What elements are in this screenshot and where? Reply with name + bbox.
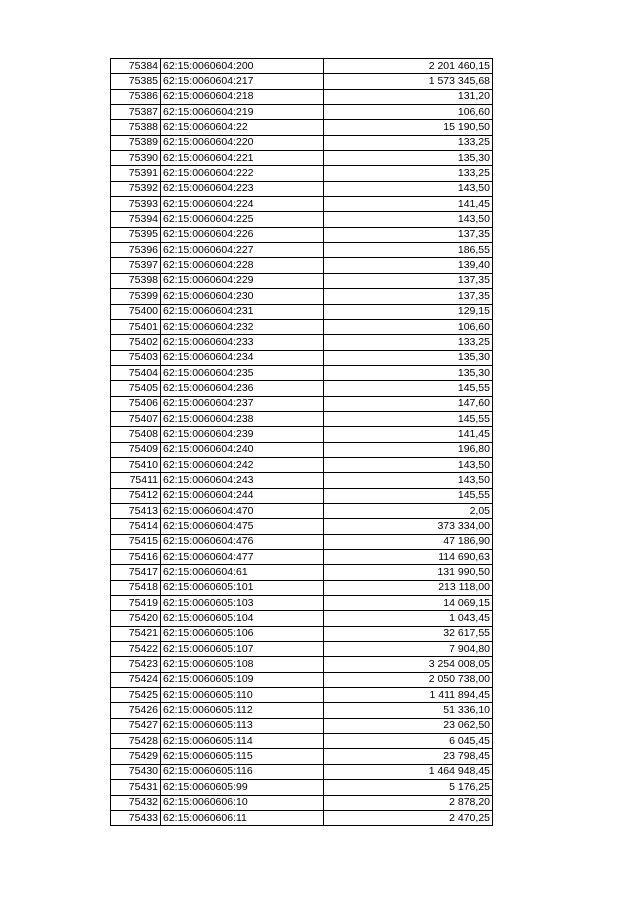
- table-row: [111, 258, 493, 273]
- cadastral-number-cell: 62:15:0060604:223: [161, 181, 324, 196]
- row-number-cell: 75390: [111, 151, 161, 166]
- cadastral-number-cell: 62:15:0060604:61: [161, 565, 324, 580]
- table-row: [111, 611, 493, 626]
- value-cell: 2 470,25: [324, 810, 493, 825]
- cadastral-number-cell: 62:15:0060604:470: [161, 503, 324, 518]
- value-cell: 5 176,25: [324, 780, 493, 795]
- row-number-cell: 75404: [111, 365, 161, 380]
- cadastral-number-cell: 62:15:0060605:106: [161, 626, 324, 641]
- cadastral-number-cell: 62:15:0060604:238: [161, 411, 324, 426]
- value-cell: 23 798,45: [324, 749, 493, 764]
- table-row: [111, 365, 493, 380]
- cadastral-number-cell: 62:15:0060605:107: [161, 642, 324, 657]
- row-number-cell: 75405: [111, 381, 161, 396]
- cadastral-number-cell: 62:15:0060605:114: [161, 734, 324, 749]
- cadastral-number-cell: 62:15:0060604:476: [161, 534, 324, 549]
- cadastral-number-cell: 62:15:0060604:232: [161, 319, 324, 334]
- table-body: [111, 59, 493, 826]
- cadastral-number-cell: 62:15:0060604:218: [161, 89, 324, 104]
- value-cell: 47 186,90: [324, 534, 493, 549]
- row-number-cell: 75420: [111, 611, 161, 626]
- value-cell: 135,30: [324, 365, 493, 380]
- table-row: [111, 181, 493, 196]
- cadastral-number-cell: 62:15:0060604:227: [161, 243, 324, 258]
- cadastral-number-cell: 62:15:0060604:477: [161, 550, 324, 565]
- row-number-cell: 75429: [111, 749, 161, 764]
- value-cell: 141,45: [324, 427, 493, 442]
- table-row: [111, 59, 493, 74]
- value-cell: 23 062,50: [324, 718, 493, 733]
- cadastral-number-cell: 62:15:0060605:113: [161, 718, 324, 733]
- cadastral-number-cell: 62:15:0060604:237: [161, 396, 324, 411]
- cadastral-number-cell: 62:15:0060604:22: [161, 120, 324, 135]
- row-number-cell: 75397: [111, 258, 161, 273]
- row-number-cell: 75406: [111, 396, 161, 411]
- value-cell: 373 334,00: [324, 519, 493, 534]
- table-row: [111, 473, 493, 488]
- row-number-cell: 75388: [111, 120, 161, 135]
- table-row: [111, 642, 493, 657]
- value-cell: 145,55: [324, 411, 493, 426]
- cadastral-number-cell: 62:15:0060604:225: [161, 212, 324, 227]
- value-cell: 1 043,45: [324, 611, 493, 626]
- cadastral-number-cell: 62:15:0060605:108: [161, 657, 324, 672]
- cadastral-number-cell: 62:15:0060605:112: [161, 703, 324, 718]
- value-cell: 196,80: [324, 442, 493, 457]
- row-number-cell: 75431: [111, 780, 161, 795]
- cadastral-number-cell: 62:15:0060604:200: [161, 59, 324, 74]
- cadastral-number-cell: 62:15:0060605:115: [161, 749, 324, 764]
- table-row: [111, 381, 493, 396]
- cadastral-number-cell: 62:15:0060605:110: [161, 688, 324, 703]
- table-row: [111, 795, 493, 810]
- value-cell: 143,50: [324, 473, 493, 488]
- table-row: [111, 350, 493, 365]
- value-cell: 131,20: [324, 89, 493, 104]
- value-cell: 139,40: [324, 258, 493, 273]
- row-number-cell: 75417: [111, 565, 161, 580]
- table-row: [111, 580, 493, 595]
- table-row: [111, 519, 493, 534]
- table-row: [111, 626, 493, 641]
- row-number-cell: 75396: [111, 243, 161, 258]
- row-number-cell: 75415: [111, 534, 161, 549]
- cadastral-number-cell: 62:15:0060606:10: [161, 795, 324, 810]
- value-cell: 106,60: [324, 105, 493, 120]
- value-cell: 143,50: [324, 181, 493, 196]
- cadastral-number-cell: 62:15:0060604:222: [161, 166, 324, 181]
- row-number-cell: 75413: [111, 503, 161, 518]
- row-number-cell: 75409: [111, 442, 161, 457]
- cadastral-number-cell: 62:15:0060604:224: [161, 197, 324, 212]
- value-cell: 141,45: [324, 197, 493, 212]
- table-row: [111, 749, 493, 764]
- table-row: [111, 488, 493, 503]
- row-number-cell: 75418: [111, 580, 161, 595]
- table-row: [111, 780, 493, 795]
- cadastral-number-cell: 62:15:0060604:221: [161, 151, 324, 166]
- row-number-cell: 75386: [111, 89, 161, 104]
- value-cell: 137,35: [324, 289, 493, 304]
- row-number-cell: 75402: [111, 335, 161, 350]
- cadastral-number-cell: 62:15:0060605:116: [161, 764, 324, 779]
- row-number-cell: 75428: [111, 734, 161, 749]
- table-row: [111, 105, 493, 120]
- value-cell: 106,60: [324, 319, 493, 334]
- value-cell: 145,55: [324, 381, 493, 396]
- value-cell: 186,55: [324, 243, 493, 258]
- value-cell: 133,25: [324, 166, 493, 181]
- table-row: [111, 273, 493, 288]
- value-cell: 135,30: [324, 151, 493, 166]
- row-number-cell: 75391: [111, 166, 161, 181]
- cadastral-number-cell: 62:15:0060604:235: [161, 365, 324, 380]
- value-cell: 14 069,15: [324, 596, 493, 611]
- value-cell: 6 045,45: [324, 734, 493, 749]
- row-number-cell: 75416: [111, 550, 161, 565]
- cadastral-number-cell: 62:15:0060606:11: [161, 810, 324, 825]
- cadastral-number-cell: 62:15:0060604:234: [161, 350, 324, 365]
- row-number-cell: 75422: [111, 642, 161, 657]
- cadastral-number-cell: 62:15:0060605:99: [161, 780, 324, 795]
- row-number-cell: 75414: [111, 519, 161, 534]
- value-cell: 2 050 738,00: [324, 672, 493, 687]
- cadastral-number-cell: 62:15:0060604:219: [161, 105, 324, 120]
- value-cell: 1 573 345,68: [324, 74, 493, 89]
- cadastral-number-cell: 62:15:0060604:226: [161, 227, 324, 242]
- table-row: [111, 319, 493, 334]
- table-row: [111, 550, 493, 565]
- table-row: [111, 396, 493, 411]
- value-cell: 15 190,50: [324, 120, 493, 135]
- cadastral-number-cell: 62:15:0060604:242: [161, 457, 324, 472]
- cadastral-number-cell: 62:15:0060605:109: [161, 672, 324, 687]
- row-number-cell: 75395: [111, 227, 161, 242]
- row-number-cell: 75430: [111, 764, 161, 779]
- value-cell: 114 690,63: [324, 550, 493, 565]
- table-row: [111, 503, 493, 518]
- row-number-cell: 75432: [111, 795, 161, 810]
- cadastral-number-cell: 62:15:0060605:103: [161, 596, 324, 611]
- cadastral-table: [110, 58, 493, 826]
- table-row: [111, 411, 493, 426]
- table-row: [111, 672, 493, 687]
- value-cell: 147,60: [324, 396, 493, 411]
- table-row: [111, 718, 493, 733]
- value-cell: 137,35: [324, 227, 493, 242]
- table-row: [111, 151, 493, 166]
- row-number-cell: 75387: [111, 105, 161, 120]
- cadastral-number-cell: 62:15:0060604:239: [161, 427, 324, 442]
- value-cell: 131 990,50: [324, 565, 493, 580]
- table-row: [111, 442, 493, 457]
- row-number-cell: 75419: [111, 596, 161, 611]
- table-row: [111, 764, 493, 779]
- table-row: [111, 120, 493, 135]
- table-row: [111, 534, 493, 549]
- value-cell: 129,15: [324, 304, 493, 319]
- value-cell: 2,05: [324, 503, 493, 518]
- table-row: [111, 734, 493, 749]
- row-number-cell: 75403: [111, 350, 161, 365]
- row-number-cell: 75389: [111, 135, 161, 150]
- value-cell: 2 201 460,15: [324, 59, 493, 74]
- row-number-cell: 75407: [111, 411, 161, 426]
- row-number-cell: 75410: [111, 457, 161, 472]
- row-number-cell: 75385: [111, 74, 161, 89]
- table-row: [111, 335, 493, 350]
- row-number-cell: 75398: [111, 273, 161, 288]
- value-cell: 2 878,20: [324, 795, 493, 810]
- value-cell: 1 411 894,45: [324, 688, 493, 703]
- value-cell: 1 464 948,45: [324, 764, 493, 779]
- row-number-cell: 75423: [111, 657, 161, 672]
- row-number-cell: 75393: [111, 197, 161, 212]
- cadastral-number-cell: 62:15:0060605:101: [161, 580, 324, 595]
- value-cell: 213 118,00: [324, 580, 493, 595]
- value-cell: 135,30: [324, 350, 493, 365]
- row-number-cell: 75401: [111, 319, 161, 334]
- value-cell: 133,25: [324, 335, 493, 350]
- cadastral-number-cell: 62:15:0060604:243: [161, 473, 324, 488]
- cadastral-number-cell: 62:15:0060605:104: [161, 611, 324, 626]
- row-number-cell: 75384: [111, 59, 161, 74]
- table-row: [111, 212, 493, 227]
- cadastral-number-cell: 62:15:0060604:228: [161, 258, 324, 273]
- cadastral-number-cell: 62:15:0060604:231: [161, 304, 324, 319]
- table-row: [111, 810, 493, 825]
- value-cell: 51 336,10: [324, 703, 493, 718]
- table-row: [111, 89, 493, 104]
- value-cell: 145,55: [324, 488, 493, 503]
- cadastral-number-cell: 62:15:0060604:233: [161, 335, 324, 350]
- row-number-cell: 75411: [111, 473, 161, 488]
- row-number-cell: 75425: [111, 688, 161, 703]
- table-row: [111, 74, 493, 89]
- cadastral-number-cell: 62:15:0060604:236: [161, 381, 324, 396]
- value-cell: 7 904,80: [324, 642, 493, 657]
- value-cell: 3 254 008,05: [324, 657, 493, 672]
- row-number-cell: 75408: [111, 427, 161, 442]
- table-row: [111, 304, 493, 319]
- row-number-cell: 75412: [111, 488, 161, 503]
- row-number-cell: 75394: [111, 212, 161, 227]
- table-row: [111, 457, 493, 472]
- table-row: [111, 427, 493, 442]
- row-number-cell: 75399: [111, 289, 161, 304]
- row-number-cell: 75400: [111, 304, 161, 319]
- cadastral-number-cell: 62:15:0060604:475: [161, 519, 324, 534]
- value-cell: 143,50: [324, 457, 493, 472]
- value-cell: 32 617,55: [324, 626, 493, 641]
- row-number-cell: 75424: [111, 672, 161, 687]
- cadastral-number-cell: 62:15:0060604:244: [161, 488, 324, 503]
- row-number-cell: 75421: [111, 626, 161, 641]
- value-cell: 137,35: [324, 273, 493, 288]
- value-cell: 143,50: [324, 212, 493, 227]
- row-number-cell: 75433: [111, 810, 161, 825]
- cadastral-number-cell: 62:15:0060604:229: [161, 273, 324, 288]
- row-number-cell: 75426: [111, 703, 161, 718]
- row-number-cell: 75392: [111, 181, 161, 196]
- row-number-cell: 75427: [111, 718, 161, 733]
- cadastral-number-cell: 62:15:0060604:230: [161, 289, 324, 304]
- table-row: [111, 166, 493, 181]
- value-cell: 133,25: [324, 135, 493, 150]
- table-row: [111, 688, 493, 703]
- table-row: [111, 565, 493, 580]
- table-row: [111, 596, 493, 611]
- cadastral-number-cell: 62:15:0060604:220: [161, 135, 324, 150]
- table-row: [111, 197, 493, 212]
- table-row: [111, 289, 493, 304]
- table-row: [111, 243, 493, 258]
- table-row: [111, 703, 493, 718]
- table-row: [111, 227, 493, 242]
- table-row: [111, 657, 493, 672]
- cadastral-number-cell: 62:15:0060604:217: [161, 74, 324, 89]
- cadastral-number-cell: 62:15:0060604:240: [161, 442, 324, 457]
- table-row: [111, 135, 493, 150]
